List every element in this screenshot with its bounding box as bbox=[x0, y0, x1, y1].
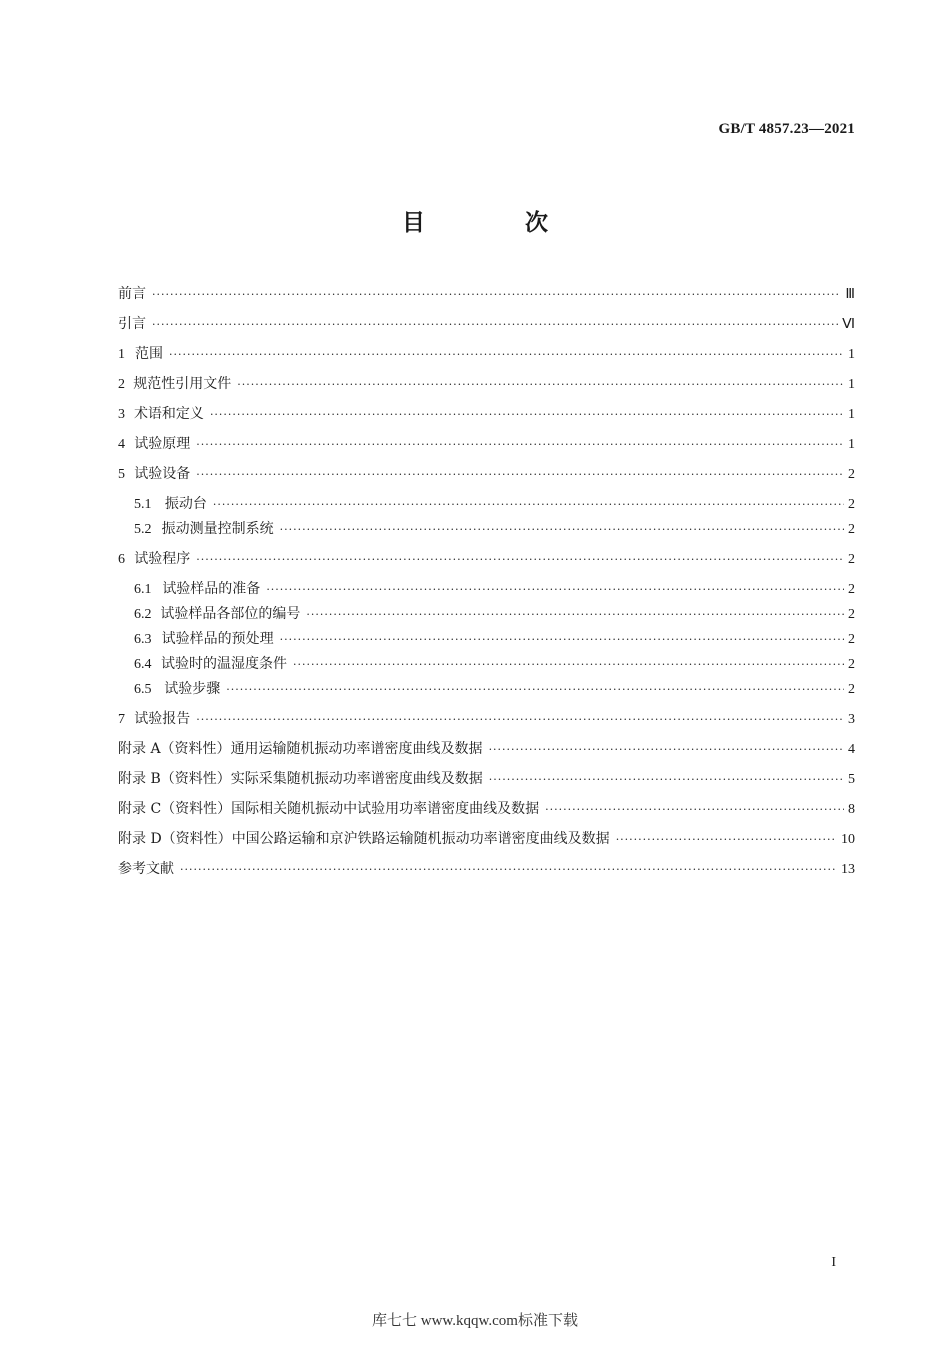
page-title: 目 次 bbox=[401, 209, 594, 236]
toc-entry-label: 振动测量控制系统 bbox=[161, 521, 274, 537]
toc-entry-1[interactable] bbox=[118, 343, 855, 363]
leader-dots bbox=[237, 378, 844, 391]
leader-dots bbox=[196, 468, 844, 481]
toc-entry-foreword[interactable] bbox=[118, 283, 855, 303]
toc-entry-number: 5 bbox=[118, 467, 125, 482]
toc-entry-label: 引言 bbox=[118, 316, 146, 332]
toc-entry-label: 实际采集随机振动功率谱密度曲线及数据 bbox=[230, 771, 483, 787]
toc-entry-label: 通用运输随机振动功率谱密度曲线及数据 bbox=[230, 741, 483, 757]
toc-entry-3[interactable] bbox=[118, 403, 855, 423]
toc-entry-page: 2 bbox=[848, 582, 855, 597]
toc-entry-6-2[interactable] bbox=[118, 603, 855, 623]
toc-entry-2[interactable] bbox=[118, 373, 855, 393]
leader-dots bbox=[280, 633, 844, 646]
toc-entry-label: 规范性引用文件 bbox=[133, 376, 232, 392]
leader-dots bbox=[213, 498, 844, 511]
toc-entry-references[interactable] bbox=[118, 858, 855, 878]
leader-dots bbox=[226, 683, 844, 696]
leader-dots bbox=[545, 803, 844, 816]
toc-entry-page: 2 bbox=[848, 522, 855, 537]
toc-entry-label: 试验原理 bbox=[134, 436, 191, 452]
toc-entry-page: 1 bbox=[848, 377, 855, 392]
toc-entry-label: 中国公路运输和京沪铁路运输随机振动功率谱密度曲线及数据 bbox=[231, 831, 610, 847]
toc-entry-label: 试验样品各部位的编号 bbox=[160, 606, 301, 622]
toc-entry-page: 2 bbox=[848, 607, 855, 622]
toc-entry-6-1[interactable] bbox=[118, 578, 855, 598]
leader-dots bbox=[169, 348, 844, 361]
leader-dots bbox=[152, 318, 838, 331]
toc-entry-label: 试验样品的准备 bbox=[162, 581, 261, 597]
leader-dots bbox=[616, 833, 837, 846]
toc-entry-page: 3 bbox=[848, 712, 855, 727]
leader-dots bbox=[196, 713, 844, 726]
annex-tag: 附录 C（资料性） bbox=[118, 801, 232, 817]
leader-dots bbox=[280, 523, 844, 536]
toc-entry-6-3[interactable] bbox=[118, 628, 855, 648]
toc-entry-6-4[interactable] bbox=[118, 653, 855, 673]
toc-entry-page: 2 bbox=[848, 467, 855, 482]
toc-entry-page: 1 bbox=[848, 407, 855, 422]
toc-entry-label: 试验报告 bbox=[134, 711, 191, 727]
toc-entry-4[interactable] bbox=[118, 433, 855, 453]
leader-dots bbox=[210, 408, 844, 421]
toc-entry-number: 6.5 bbox=[134, 682, 152, 697]
toc-entry-label: 范围 bbox=[134, 346, 163, 362]
toc-entry-number: 1 bbox=[118, 347, 125, 362]
annex-tag: 附录 A（资料性） bbox=[118, 741, 231, 757]
toc-entry-number: 6 bbox=[118, 552, 125, 567]
toc-entry-annex-d[interactable] bbox=[118, 828, 855, 848]
toc-entry-5[interactable] bbox=[118, 463, 855, 483]
toc-entry-6-5[interactable] bbox=[118, 678, 855, 698]
toc-entry-annex-a[interactable] bbox=[118, 738, 855, 758]
leader-dots bbox=[489, 773, 844, 786]
toc-entry-number: 5.1 bbox=[134, 497, 152, 512]
leader-dots bbox=[152, 288, 841, 301]
toc-entry-page: 2 bbox=[848, 552, 855, 567]
leader-dots bbox=[489, 743, 844, 756]
toc-entry-label: 前言 bbox=[118, 286, 146, 302]
toc-entry-annex-b[interactable] bbox=[118, 768, 855, 788]
toc-entry-page: 2 bbox=[848, 632, 855, 647]
toc-entry-number: 2 bbox=[118, 377, 125, 392]
toc-entry-number: 5.2 bbox=[134, 522, 152, 537]
toc-entry-6[interactable] bbox=[118, 548, 855, 568]
toc-entry-page: Ⅲ bbox=[845, 287, 855, 302]
toc-entry-label: 术语和定义 bbox=[133, 406, 204, 422]
toc-entry-page: 2 bbox=[848, 682, 855, 697]
toc-entry-page: 10 bbox=[841, 832, 855, 847]
toc-entry-number: 6.3 bbox=[134, 632, 152, 647]
toc-entry-page: 4 bbox=[848, 742, 855, 757]
toc-entry-label: 参考文献 bbox=[118, 861, 174, 877]
leader-dots bbox=[196, 553, 844, 566]
footer-watermark: 库七七 www.kqqw.com标准下载 bbox=[372, 1313, 578, 1329]
toc-entry-number: 4 bbox=[118, 437, 125, 452]
toc-entry-label: 试验程序 bbox=[134, 551, 191, 567]
toc-entry-page: 1 bbox=[848, 437, 855, 452]
toc-entry-number: 6.1 bbox=[134, 582, 152, 597]
toc-entry-annex-c[interactable] bbox=[118, 798, 855, 818]
annex-tag: 附录 B（资料性） bbox=[118, 771, 231, 787]
toc-entry-label: 试验设备 bbox=[134, 466, 191, 482]
leader-dots bbox=[180, 863, 837, 876]
toc-entry-label: 振动台 bbox=[164, 496, 207, 512]
leader-dots bbox=[266, 583, 844, 596]
toc-entry-introduction[interactable] bbox=[118, 313, 855, 333]
standard-code: GB/T 4857.23—2021 bbox=[718, 121, 855, 137]
page-number: I bbox=[831, 1255, 836, 1270]
annex-tag: 附录 D（资料性） bbox=[118, 831, 232, 847]
toc-entry-page: 1 bbox=[848, 347, 855, 362]
toc-entry-number: 3 bbox=[118, 407, 125, 422]
toc-entry-label: 试验样品的预处理 bbox=[161, 631, 274, 647]
toc-entry-number: 6.4 bbox=[134, 657, 152, 672]
toc-entry-number: 7 bbox=[118, 712, 125, 727]
toc-entry-number: 6.2 bbox=[134, 607, 152, 622]
toc-entry-page: 13 bbox=[841, 862, 855, 877]
toc-entry-page: 8 bbox=[848, 802, 855, 817]
toc-entry-page: 2 bbox=[848, 497, 855, 512]
toc-entry-7[interactable] bbox=[118, 708, 855, 728]
toc-entry-page: 2 bbox=[848, 657, 855, 672]
toc-entry-label: 试验步骤 bbox=[164, 681, 221, 697]
leader-dots bbox=[306, 608, 844, 621]
toc-entry-page: 5 bbox=[848, 772, 855, 787]
toc-entry-label: 国际相关随机振动中试验用功率谱密度曲线及数据 bbox=[231, 801, 540, 817]
toc-entry-5-1[interactable] bbox=[118, 493, 855, 513]
toc-entry-page: Ⅵ bbox=[842, 317, 855, 332]
toc-entry-label: 试验时的温湿度条件 bbox=[161, 656, 287, 672]
leader-dots bbox=[196, 438, 844, 451]
leader-dots bbox=[293, 658, 844, 671]
toc-entry-5-2[interactable] bbox=[118, 518, 855, 538]
